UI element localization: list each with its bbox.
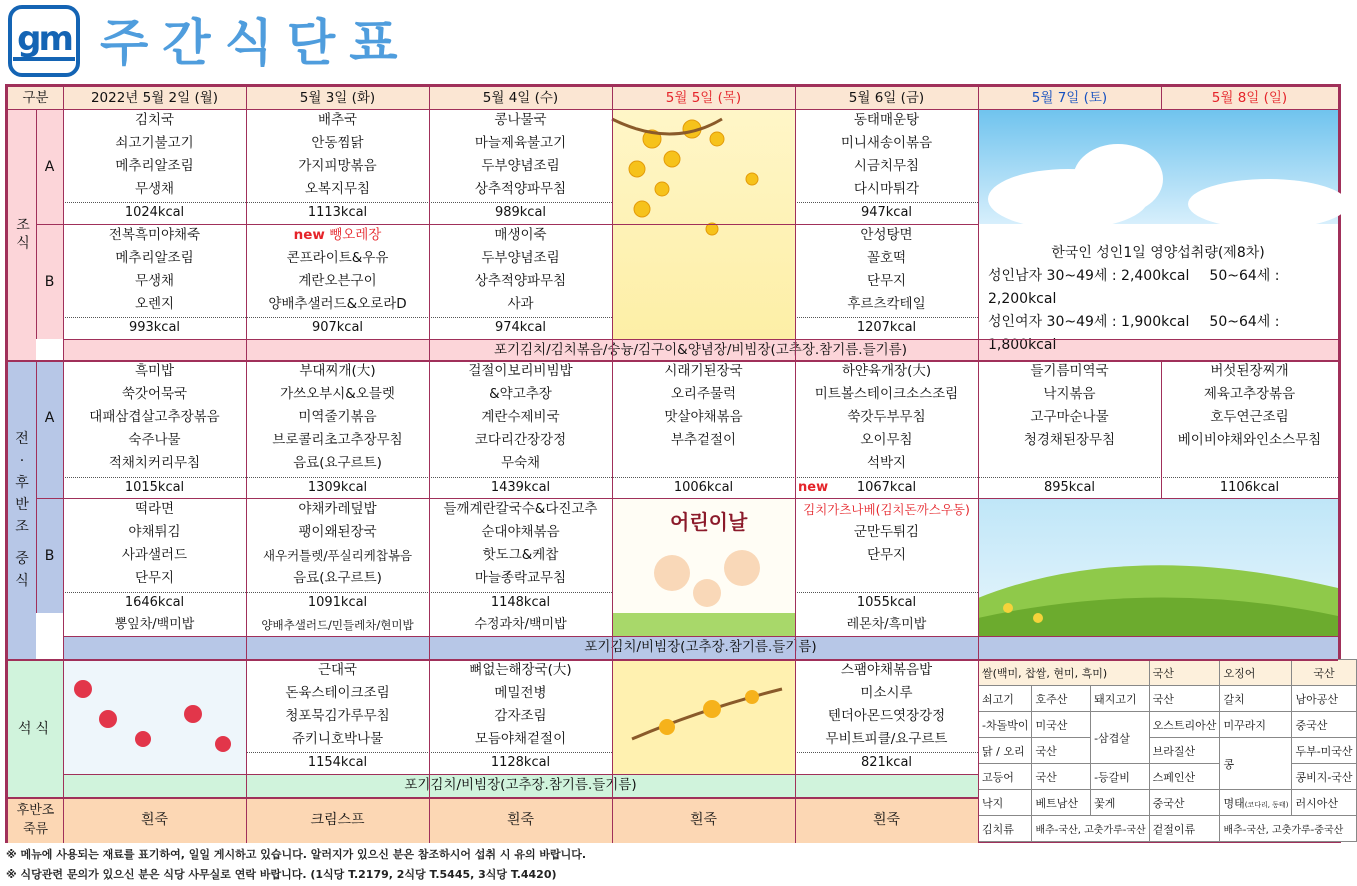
- lunch-b-wed: 들깨계란칼국수&다진고추 순대야채볶음 핫도그&케찹 마늘종락교무침: [443, 501, 598, 586]
- late-tue: 크림스프: [310, 812, 365, 828]
- nutrition-box: [978, 224, 1338, 353]
- meadow-illustration: [978, 498, 1338, 636]
- nutrition-female: 성인여자 30~49세 : 1,900kcal: [988, 314, 1190, 330]
- new-tag: new: [798, 480, 829, 495]
- day-thu: 5월 5일 (목): [665, 90, 742, 106]
- kcal: 947kcal: [860, 205, 913, 220]
- lunch-b-mon: 떡라면 야채튀김 사과샐러드 단무지: [121, 501, 188, 586]
- dinner-label: 석식: [17, 721, 54, 737]
- kcal: 1439kcal: [490, 480, 551, 495]
- late-fri: 흰죽: [872, 812, 901, 828]
- nutrition-female2: 50~64세 : 1,800kcal: [988, 314, 1280, 353]
- breakfast-a-tue: 배추국 안동찜닭 가지피망볶음 오복지무침: [298, 112, 377, 197]
- dinner-wed: 뼈없는해장국(大) 메밀전병 감자조림 모듬야채겉절이: [469, 662, 572, 747]
- kcal: 895kcal: [1043, 480, 1096, 495]
- breakfast-b-fri: 안성탕면 꼴호떡 단무지 후르츠칵테일: [847, 227, 926, 312]
- day-sun: 5월 8일 (일): [1211, 90, 1288, 106]
- lunch-a-thu: 시래기된장국 오리주물럭 맛살야채볶음 부추겉절이: [664, 363, 743, 448]
- lunch-b-fri: 김치가츠나베(김치돈까스우동) 군만두튀김 단무지: [803, 502, 970, 563]
- lunch-b-label: B: [44, 547, 55, 564]
- late-mon: 흰죽: [140, 812, 169, 828]
- corner-label: 구분: [22, 90, 49, 106]
- kcal: 1148kcal: [490, 595, 551, 610]
- kcal: 989kcal: [494, 205, 547, 220]
- kcal: 1067kcal: [856, 480, 917, 495]
- lunch-a-label: A: [44, 409, 55, 426]
- late-thu: 흰죽: [689, 812, 718, 828]
- sky-illustration: [978, 109, 1338, 224]
- breakfast-common: 포기김치/김치볶음/숭늉/김구이&양념장/비빔장(고추장.참기름.들기름): [63, 339, 1338, 360]
- dinner-fri: 스팸야채볶음밥 미소시루 텐더아몬드엿장강정 무비트피클/요구르트: [825, 662, 948, 747]
- day-mon: 2022년 5월 2일 (월): [90, 90, 219, 106]
- lunch-a-wed: 걸절이보리비빔밥 &약고추장 계란수제비국 코다리간장강정 무숙채: [468, 363, 573, 471]
- late-label: 후반조 죽류: [16, 803, 55, 837]
- lunch-extra: 수정과차/백미밥: [474, 617, 567, 632]
- lunch-common: 포기김치/비빔장(고추장.참기름.들기름): [63, 636, 1338, 659]
- nutrition-title: 한국인 성인1일 영양섭취량(제8차): [1051, 245, 1265, 261]
- kcal: 1309kcal: [307, 480, 368, 495]
- kcal: 1207kcal: [856, 320, 917, 335]
- breakfast-a-fri: 동태매운탕 미니새송이볶음 시금치무침 다시마튀각: [840, 112, 933, 197]
- lunch-a-mon: 흑미밥 쑥갓어묵국 대패삼겹살고추장볶음 숙주나물 적채치커리무침: [89, 363, 220, 471]
- kcal: 907kcal: [311, 320, 364, 335]
- breakfast-b-label: B: [44, 273, 55, 290]
- lunch-b-tue: 야채카레덮밥 팽이왜된장국 새우커틀렛/푸실리케찹볶음 음료(요구르트): [262, 501, 413, 586]
- day-sat: 5월 7일 (토): [1031, 90, 1108, 106]
- dinner-common: 포기김치/비빔장(고추장.참기름.들기름): [63, 774, 978, 797]
- breakfast-b-wed: 매생이죽 두부양념조림 상추적양파무침 사과: [474, 227, 567, 312]
- breakfast-a-mon: 김치국 쇠고기불고기 메추리알조림 무생채: [115, 112, 194, 197]
- kcal: 1154kcal: [307, 755, 368, 770]
- kcal: 1006kcal: [673, 480, 734, 495]
- kcal: 1055kcal: [856, 595, 917, 610]
- lunch-a-fri: 하얀육개장(大) 미트볼스테이크소스조림 쑥갓두부무침 오이무침 석박지: [814, 363, 959, 471]
- page-title: 주간식단표: [100, 14, 412, 72]
- breakfast-a-wed: 콩나물국 마늘제육불고기 두부양념조림 상추적양파무침: [474, 112, 567, 197]
- childrens-day-text: 어린이날: [670, 510, 748, 534]
- kcal: 1646kcal: [124, 595, 185, 610]
- lunch-label: 전 · 후 반 조 중 식: [15, 430, 29, 589]
- kcal: 1113kcal: [307, 205, 368, 220]
- kcal: 1024kcal: [124, 205, 185, 220]
- lunch-a-tue: 부대찌개(大) 가쓰오부시&오믈렛 미역줄기볶음 브로콜리초고추장무침 음료(요구르트): [272, 363, 403, 471]
- breakfast-label: 조식: [14, 216, 30, 253]
- menu-table: [5, 84, 1353, 843]
- kcal: 974kcal: [494, 320, 547, 335]
- childrens-day-illustration: [612, 498, 795, 636]
- breakfast-b-tue: new 뺑오레장 콘프라이트&우유 계란오븐구이 양배추샐러드&오로라D: [268, 227, 407, 312]
- day-wed: 5월 4일 (수): [482, 90, 559, 106]
- dinner-tue: 근대국 돈육스테이크조림 청포묵김가루무침 쥬키니호박나물: [285, 662, 390, 747]
- note-contact: ※ 식당관련 문의가 있으신 분은 식당 사무실로 연락 바랍니다. (1식당 T.2179, 2식당 T.5445, 3식당 T.4420): [6, 868, 557, 881]
- camellia-illustration: [63, 659, 246, 774]
- lunch-extra: 양배추샐러드/민들레차/현미밥: [261, 618, 414, 632]
- gm-logo: gm: [8, 5, 80, 77]
- branch-illustration: [612, 659, 795, 774]
- breakfast-b-mon: 전복흑미야채죽 메추리알조림 무생채 오렌지: [108, 227, 201, 312]
- lunch-a-sun: 버섯된장찌개 제육고추장볶음 호두연근조림 베이비야채와인소스무침: [1177, 363, 1322, 448]
- lunch-a-sat: 들기름미역국 낙지볶음 고구마순나물 청경채된장무침: [1023, 363, 1116, 448]
- kcal: 1106kcal: [1219, 480, 1280, 495]
- kcal: 993kcal: [128, 320, 181, 335]
- breakfast-a-label: A: [44, 158, 55, 175]
- day-tue: 5월 3일 (화): [299, 90, 376, 106]
- nutrition-male2: 50~64세 : 2,200kcal: [988, 268, 1280, 307]
- kcal: 1128kcal: [490, 755, 551, 770]
- kcal: 1015kcal: [124, 480, 185, 495]
- day-fri: 5월 6일 (금): [848, 90, 925, 106]
- note-allergy: ※ 메뉴에 사용되는 재료를 표기하여, 일일 게시하고 있습니다. 알러지가 있으신 분은 참조하시어 섭취 시 유의 바랍니다.: [6, 848, 587, 861]
- lunch-extra: 뽕잎차/백미밥: [114, 617, 195, 632]
- lunch-extra: 레몬차/흑미밥: [846, 617, 927, 632]
- late-wed: 흰죽: [506, 812, 535, 828]
- kcal: 1091kcal: [307, 595, 368, 610]
- origin-table: 쌀(백미, 찹쌀, 현미, 흑미) 국산 오징어 국산 쇠고기 호주산 돼지고기 국산 갈치 남아공산 -차돌박이 미국산 -삼겹살 오스트리아산 미꾸라지 중국산 닭 / 오리 국산 브라질산 콩 두부-미국산 고등어 국산 -등갈비 스페인산 콩비지-국산 낙지 베트남산 꽃게 중국산 명태(코다리, 동태) 러시아산 김치류 배추-국산, 고춧가루-국산 겉절이류 배추-국산, 고춧가루-중국산: [978, 659, 1357, 842]
- nutrition-male: 성인남자 30~49세 : 2,400kcal: [988, 268, 1190, 284]
- kcal: 821kcal: [860, 755, 913, 770]
